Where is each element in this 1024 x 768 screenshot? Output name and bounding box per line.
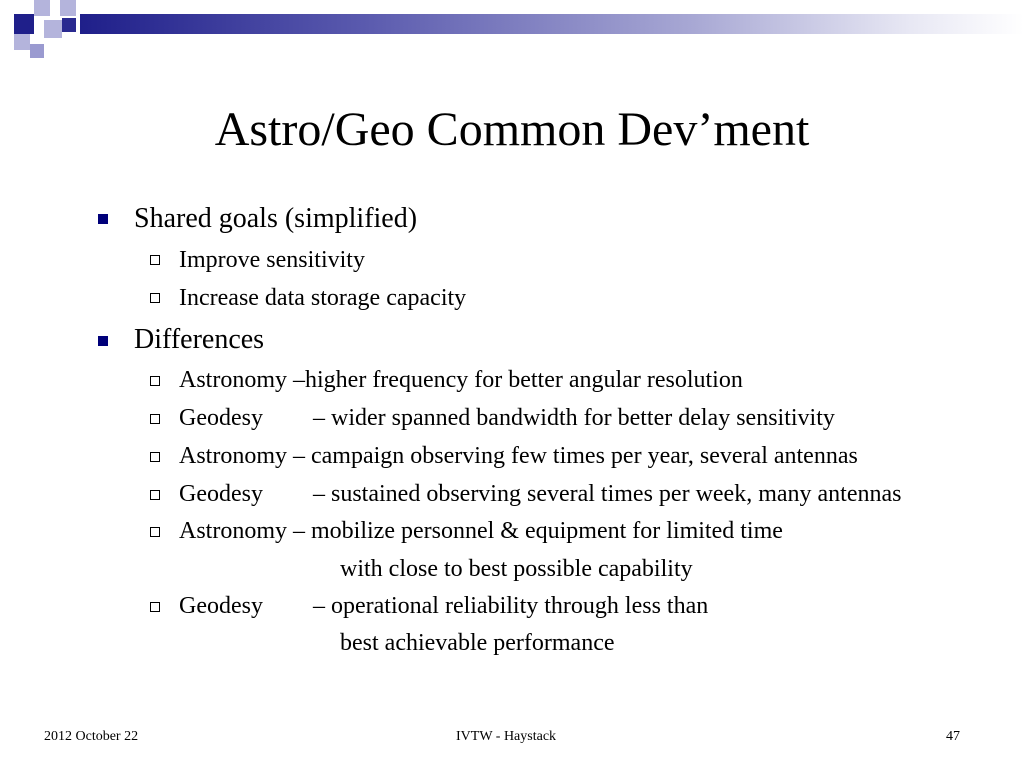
slide-title: Astro/Geo Common Dev’ment <box>214 103 810 156</box>
list-item-text: – operational reliability through less than <box>313 593 709 619</box>
list-item-lead: Astronomy <box>179 367 287 393</box>
list-item-continuation: with close to best possible capability <box>340 556 693 582</box>
section-heading: Shared goals (simplified) <box>134 203 418 234</box>
list-item-text: Improve sensitivity <box>179 247 365 273</box>
list-item-lead: Geodesy <box>179 593 263 619</box>
page-number: 47 <box>946 729 960 744</box>
bullet-hollow-square-icon <box>150 293 160 303</box>
list-item <box>179 246 365 274</box>
list-item-lead: Astronomy <box>179 443 287 469</box>
list-item-lead: Geodesy <box>179 481 263 507</box>
bullet-hollow-square-icon <box>150 255 160 265</box>
footer-center-text: IVTW - Haystack <box>456 729 557 744</box>
bullet-hollow-square-icon <box>150 376 160 386</box>
list-item <box>179 404 835 432</box>
list-item-text: –higher frequency for better angular resolution <box>293 367 743 393</box>
list-item-text: – campaign observing few times per year, several antennas <box>293 443 858 469</box>
list-item-text: – wider spanned bandwidth for better delay sensitivity <box>313 405 835 431</box>
list-item <box>179 284 466 312</box>
list-item <box>179 480 902 508</box>
bullet-square-icon <box>98 336 108 346</box>
list-item-text: – mobilize personnel & equipment for limited time <box>293 518 783 544</box>
list-item <box>179 517 783 545</box>
bullet-hollow-square-icon <box>150 527 160 537</box>
list-item-lead: Astronomy <box>179 518 287 544</box>
bullet-hollow-square-icon <box>150 490 160 500</box>
list-item <box>179 592 708 620</box>
section-heading: Differences <box>134 324 265 355</box>
list-item-lead: Geodesy <box>179 405 263 431</box>
list-item-text: Increase data storage capacity <box>179 285 467 311</box>
bullet-hollow-square-icon <box>150 602 160 612</box>
list-item-continuation: best achievable performance <box>340 630 615 656</box>
footer-date: 2012 October 22 <box>44 729 139 744</box>
bullet-square-icon <box>98 214 108 224</box>
list-item <box>179 442 858 470</box>
bullet-hollow-square-icon <box>150 452 160 462</box>
list-item <box>179 366 743 394</box>
list-item-text: – sustained observing several times per week, many antennas <box>313 481 902 507</box>
bullet-hollow-square-icon <box>150 414 160 424</box>
